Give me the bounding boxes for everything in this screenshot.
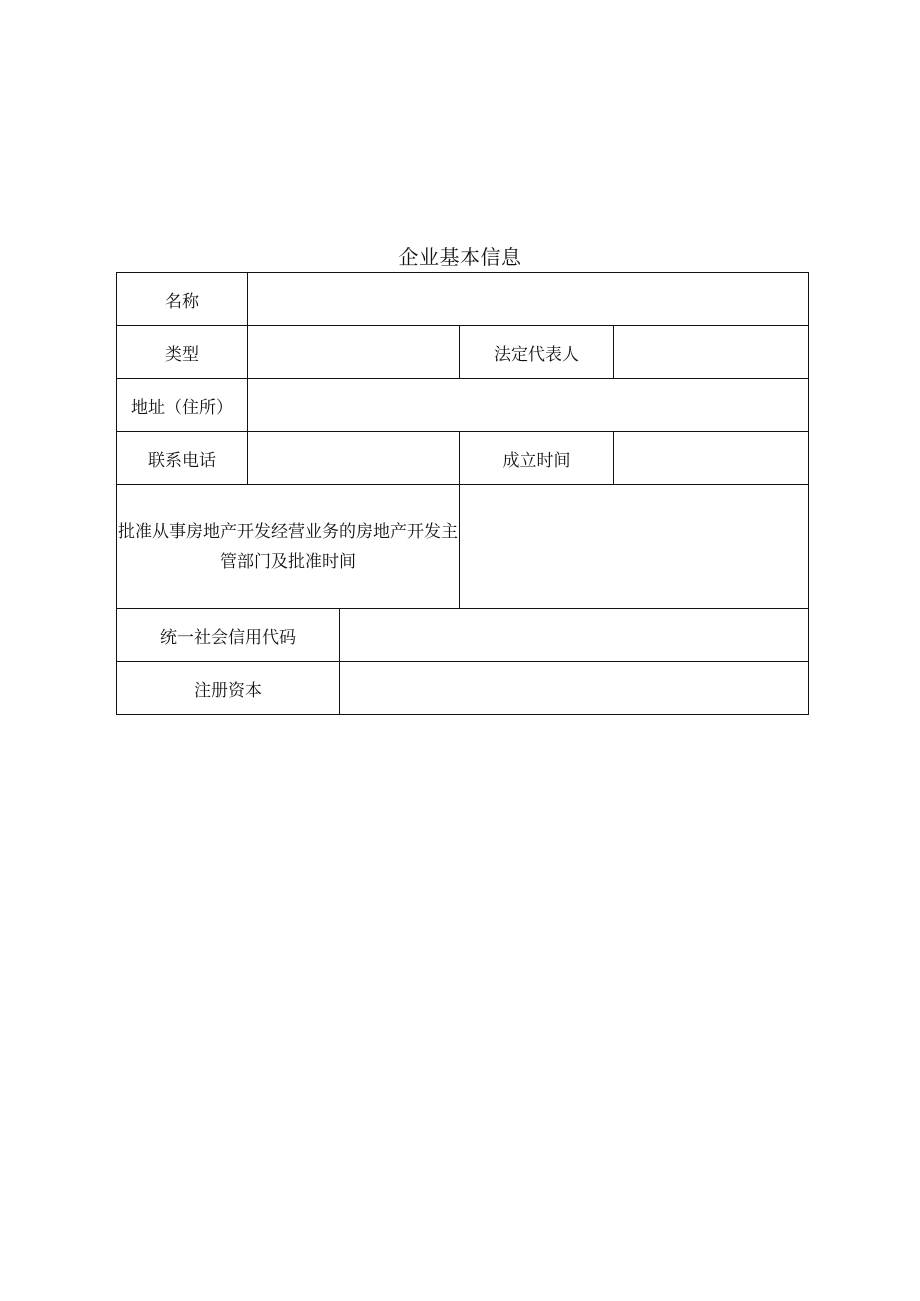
registered-capital-value-cell[interactable]: [340, 662, 809, 715]
name-value-cell[interactable]: [248, 273, 809, 326]
table-row: [117, 485, 809, 609]
type-value-cell[interactable]: [248, 326, 460, 379]
table-row: [117, 662, 809, 715]
table-row: [117, 432, 809, 485]
established-time-value-cell[interactable]: [614, 432, 809, 485]
credit-code-label: 统一社会信用代码: [117, 609, 340, 662]
legal-representative-label: 法定代表人: [460, 326, 614, 379]
established-time-label: 成立时间: [460, 432, 614, 485]
registered-capital-label: 注册资本: [117, 662, 340, 715]
address-label: 地址（住所）: [117, 379, 248, 432]
credit-code-value-cell[interactable]: [340, 609, 809, 662]
table-row: [117, 273, 809, 326]
enterprise-info-table: [116, 272, 809, 715]
name-label: 名称: [117, 273, 248, 326]
approval-authority-label: 批准从事房地产开发经营业务的房地产开发主管部门及批准时间: [117, 485, 460, 609]
table-row: [117, 609, 809, 662]
page-title: 企业基本信息: [398, 245, 522, 269]
phone-label: 联系电话: [117, 432, 248, 485]
phone-value-cell[interactable]: [248, 432, 460, 485]
table-row: [117, 379, 809, 432]
table-row: [117, 326, 809, 379]
type-label: 类型: [117, 326, 248, 379]
legal-representative-value-cell[interactable]: [614, 326, 809, 379]
address-value-cell[interactable]: [248, 379, 809, 432]
approval-authority-value-cell[interactable]: [460, 485, 809, 609]
